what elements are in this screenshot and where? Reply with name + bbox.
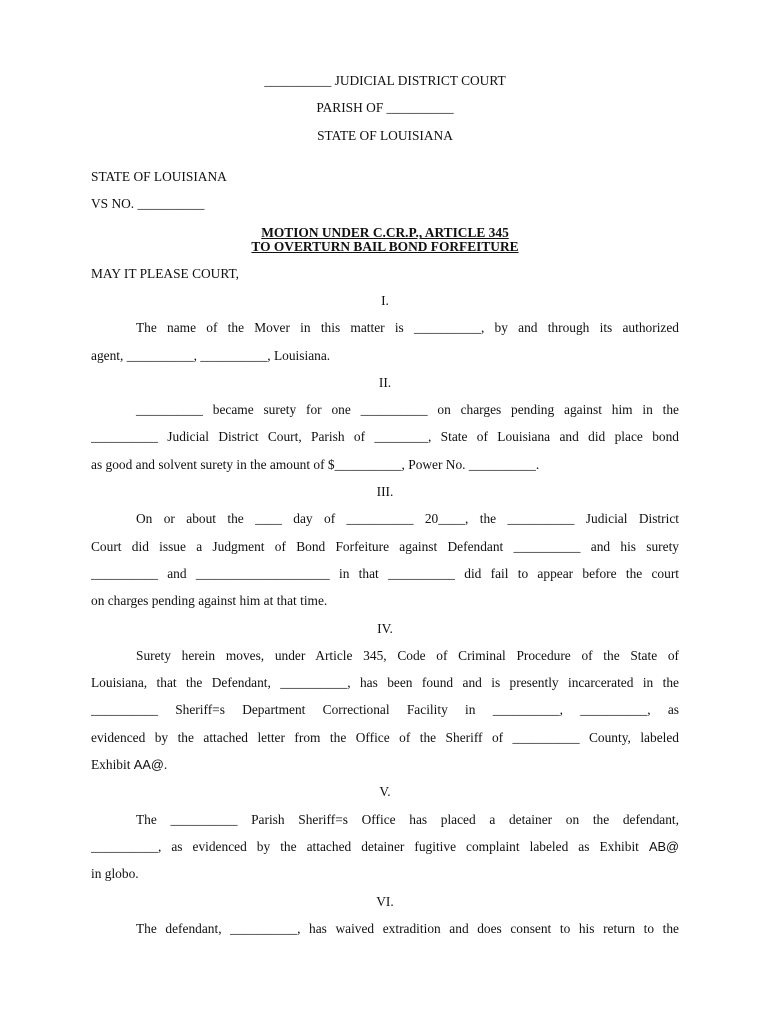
paragraph-4-line-4: evidenced by the attached letter from the Office of the Sheriff of __________ County, labeled [91,729,679,745]
paragraph-4-line-1: Surety herein moves, under Article 345, Code of Criminal Procedure of the State of [136,647,679,663]
court-name-line: __________ JUDICIAL DISTRICT COURT [264,73,506,88]
paragraph-2-line-3: as good and solvent surety in the amount of $__________, Power No. __________. [91,456,540,472]
section-numeral-6: VI. [376,893,394,909]
motion-title-line-2: TO OVERTURN BAIL BOND FORFEITURE [251,239,519,255]
motion-title [91,223,679,253]
paragraph-1-line-2: agent, __________, __________, Louisiana. [91,347,331,363]
motion-title-line-1: MOTION UNDER C.CR.P., ARTICLE 345 [261,225,509,241]
paragraph-4-line-2: Louisiana, that the Defendant, __________, has been found and is presently incarcerated in the [91,675,679,691]
section-numeral-3: III. [376,484,394,500]
paragraph-5-line-2 [91,833,679,860]
paragraph-2-line-2: __________ Judicial District Court, Parish of ________, State of Louisiana and did place bond [91,429,679,445]
parish-line: PARISH OF __________ [316,100,454,116]
section-numeral-4: IV. [377,620,393,636]
section-numeral-5: V. [379,784,391,800]
section-numeral-2: II. [378,374,392,390]
exhibit-a-prefix: Exhibit [91,757,134,773]
salutation: MAY IT PLEASE COURT, [91,265,239,281]
paragraph-4-line-5 [91,751,679,778]
paragraph-5-line-3: in globo. [91,866,139,882]
exhibit-a-code: AA@ [133,757,164,773]
paragraph-6-line-1: The defendant, __________, has waived extradition and does consent to his return to the [136,920,679,936]
paragraph-3-line-1: On or about the ____ day of __________ 20____, the __________ Judicial District [136,511,679,527]
exhibit-a-suffix: . [163,757,168,773]
exhibit-b-code: AB@ [648,838,679,854]
state-header-line: STATE OF LOUISIANA [317,127,453,143]
section-numeral-1: I. [381,292,389,308]
paragraph-5-line-1: The __________ Parish Sheriff=s Office has placed a detainer on the defendant, [136,811,679,827]
paragraph-3-line-4: on charges pending against him at that time. [91,593,328,609]
caption-plaintiff: STATE OF LOUISIANA [91,168,227,184]
paragraph-4-line-3: __________ Sheriff=s Department Correctional Facility in __________, __________, as [91,702,679,718]
paragraph-3-line-3: __________ and ____________________ in that __________ did fail to appear before the court [91,565,679,581]
paragraph-2-line-1: __________ became surety for one __________ on charges pending against him in the [136,402,679,418]
paragraph-3-line-2: Court did issue a Judgment of Bond Forfeiture against Defendant __________ and his surety [91,538,679,554]
exhibit-b-prefix: __________, as evidenced by the attached detainer fugitive complaint labeled as Exhibit [91,838,649,854]
caption-vs-number: VS NO. __________ [91,196,205,212]
paragraph-1-line-1: The name of the Mover in this matter is __________, by and through its authorized [136,320,679,336]
